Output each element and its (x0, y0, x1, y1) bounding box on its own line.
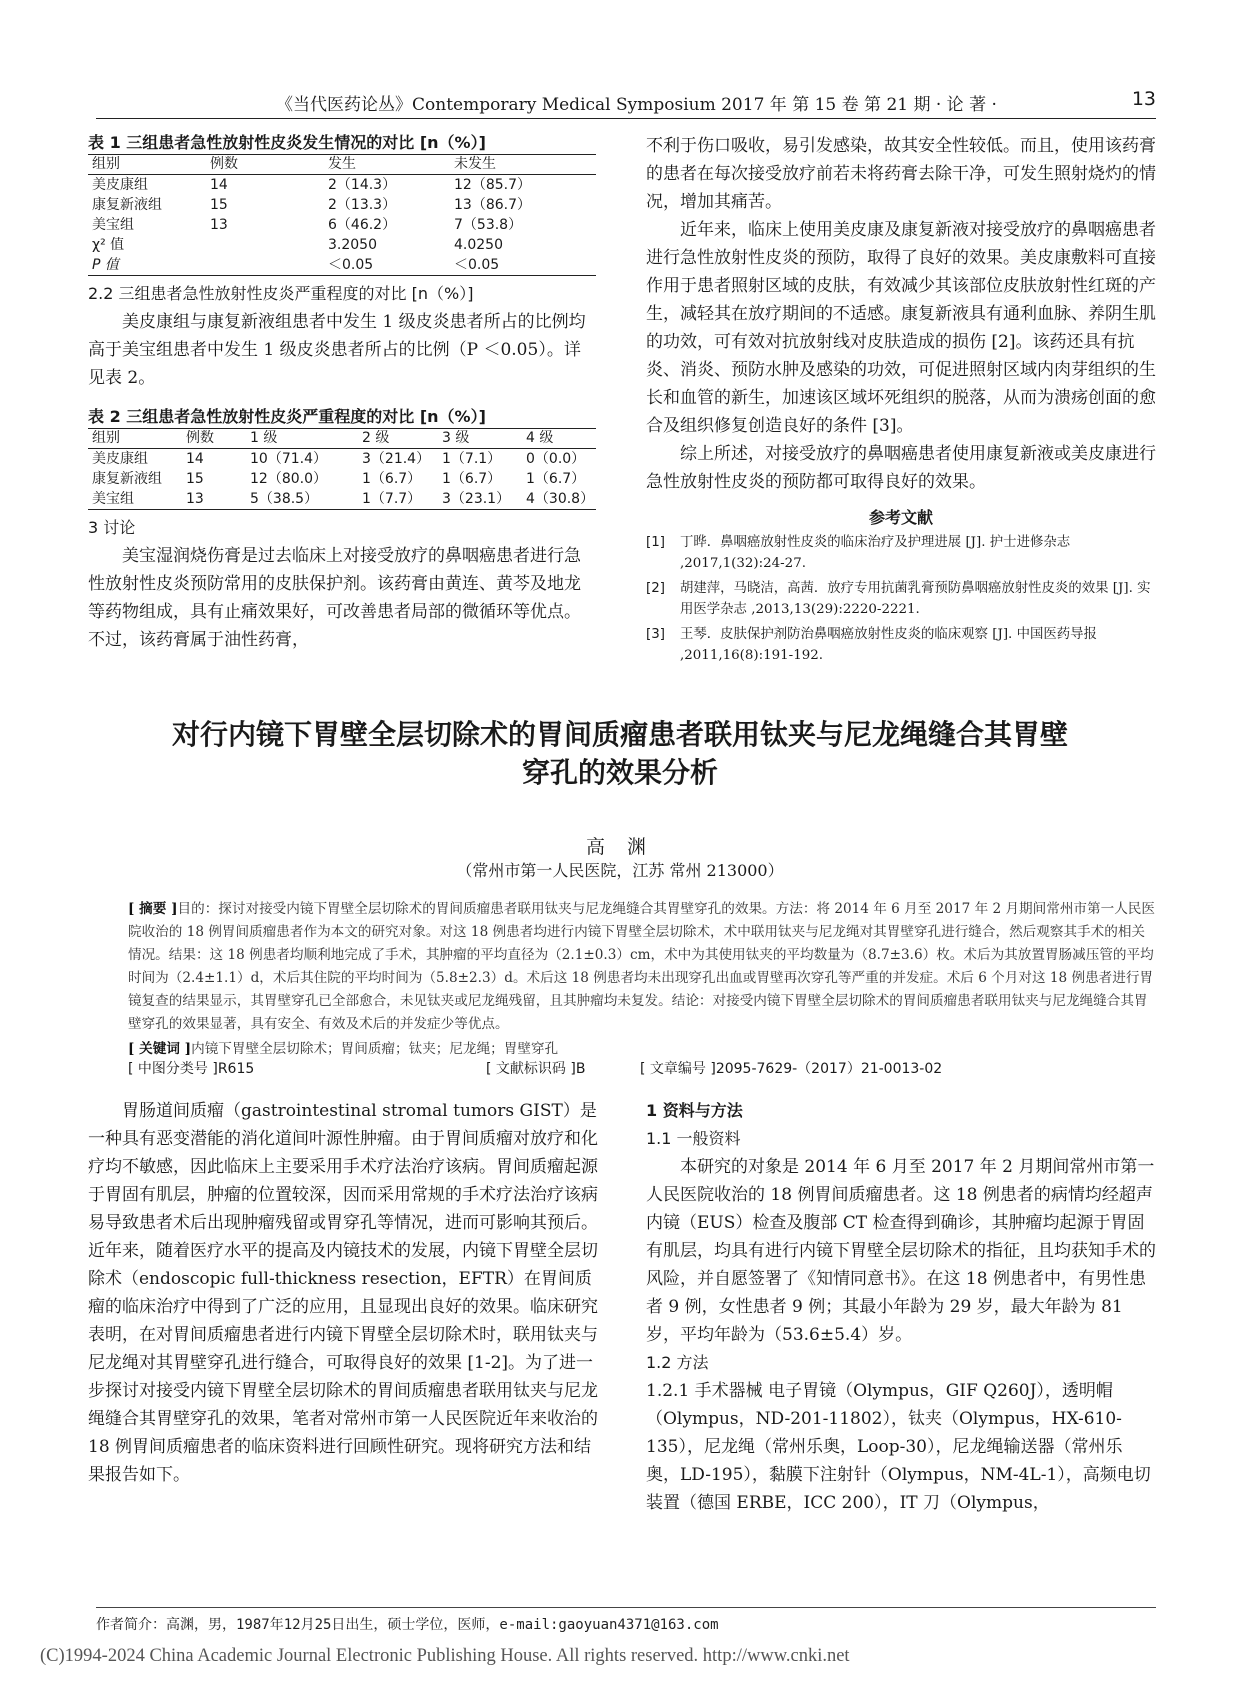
discussion-paragraph: 美宝湿润烧伤膏是过去临床上对接受放疗的鼻咽癌患者进行急性放射性皮炎预防常用的皮肤保护剂。该药膏由黄连、黄芩及地龙等药物组成，具有止痛效果好，可改善患者局部的微循环等优点。不过，该药膏属于油性药膏， (88, 546, 581, 650)
paragraph: 1.2.1 手术器械 电子胃镜（Olympus，GIF Q260J），透明帽（Olympus，ND-201-11802），钛夹（Olympus，HX-610-135），尼龙绳（常州乐奥，Loop-30），尼龙绳输送器（常州乐奥，LD-195），黏膜下注射针（Olympus，NM-4L-1），高频电切装置（德国 ERBE，ICC 200），IT 刀（Olympus， (646, 1381, 1151, 1513)
document-code: [ 文献标识码 ]B (486, 1061, 586, 1077)
table-cell: 12（85.7） (454, 177, 531, 193)
table-row (88, 255, 596, 276)
table-cell: 美皮康组 (92, 177, 148, 193)
table-cell: 1（6.7） (362, 471, 422, 487)
paragraph: 综上所述，对接受放疗的鼻咽癌患者使用康复新液或美皮康进行急性放射性皮炎的预防都可取得良好的效果。 (646, 444, 1156, 492)
reference-number: [2] (646, 581, 665, 596)
reference-text: 王琴．皮肤保护剂防治鼻咽癌放射性皮炎的临床观察 [J]. 中国医药导报 ,2011,16(8):191-192. (680, 627, 1097, 663)
table-cell: 3.2050 (328, 237, 377, 253)
keywords-text: 内镜下胃壁全层切除术；胃间质瘤；钛夹；尼龙绳；胃壁穿孔 (191, 1041, 559, 1057)
table-cell: 1（6.7） (442, 471, 502, 487)
table-cell: 4（30.8） (522, 489, 596, 510)
section-2-2-heading: 2.2 三组患者急性放射性皮炎严重程度的对比 [n（%）] (88, 284, 474, 303)
table-cell: χ² 值 (92, 237, 125, 253)
table-cell: P 值 (88, 255, 206, 276)
table-cell: 13（86.7） (454, 197, 531, 213)
list-item (646, 624, 1156, 666)
running-header (96, 88, 1156, 119)
reference-text: 胡建萍，马晓洁，高茜．放疗专用抗菌乳膏预防鼻咽癌放射性皮炎的效果 [J]. 实用医学杂志 ,2013,13(29):2220-2221. (680, 581, 1151, 617)
table-cell: 10（71.4） (250, 451, 327, 467)
abstract-text: 目的：探讨对接受内镜下胃壁全层切除术的胃间质瘤患者联用钛夹与尼龙绳缝合其胃壁穿孔的效果。方法：将 2014 年 6 月至 2017 年 2 月期间常州市第一人民医院收治的 18 例胃间质瘤患者作为本文的研究对象。对这 18 例患者均进行内镜下胃壁全层切除术，术中联用钛夹与尼龙绳对其胃壁穿孔进行缝合，然后观察其手术的相关情况。结果：这 18 例患者均顺利地完成了手术，其肿瘤的平均直径为（2.1±0.3）cm，术中为其使用钛夹的平均数量为（8.7±3.6）枚。术后为其放置胃肠减压管的平均时间为（2.4±1.1）d，术后其住院的平均时间为（5.8±2.3）d。术后这 18 例患者均未出现穿孔出血或胃壁再次穿孔等严重的并发症。术后 6 个月对这 18 例患者进行胃镜复查的结果显示，其胃壁穿孔已全部愈合，未见钛夹或尼龙绳残留，且其肿瘤均未复发。结论：对接受内镜下胃壁全层切除术的胃间质瘤患者联用钛夹与尼龙绳缝合其胃壁穿孔的效果显著，具有安全、有效及术后的并发症少等优点。 (128, 901, 1155, 1032)
table-cell: 5（38.5） (246, 489, 358, 510)
reference-list (646, 532, 1156, 666)
table-cell: 美皮康组 (92, 451, 148, 467)
table2-header: 4 级 (522, 429, 596, 449)
table-cell: 6（46.2） (328, 217, 397, 233)
table-row (88, 175, 596, 196)
classification-number: [ 中图分类号 ]R615 (128, 1061, 255, 1077)
table2-caption: 表 2 三组患者急性放射性皮炎严重程度的对比 [n（%）] (88, 407, 486, 426)
table2-header: 例数 (182, 429, 246, 449)
abstract (128, 898, 1158, 1061)
abstract-label: [ 摘要 ] (128, 901, 178, 917)
table-cell: 美宝组 (88, 489, 182, 510)
table-cell: 康复新液组 (92, 197, 162, 213)
article-number: [ 文章编号 ]2095-7629-（2017）21-0013-02 (640, 1061, 943, 1077)
author-footnote: 作者简介：高渊，男，1987年12月25日出生，硕士学位，医师，e-mail:gaoyuan4371@163.com (96, 1607, 1156, 1634)
body-left-column (88, 1097, 598, 1489)
table-cell: 1（7.1） (442, 451, 502, 467)
reference-text: 丁晔．鼻咽癌放射性皮炎的临床治疗及护理进展 [J]. 护士进修杂志 ,2017,1(32):24-27. (680, 535, 1071, 571)
table-cell: 康复新液组 (92, 471, 162, 487)
list-item (646, 578, 1156, 620)
table2-header: 组别 (88, 429, 182, 449)
table-cell (206, 235, 324, 255)
table2-header: 3 级 (438, 429, 522, 449)
title-line: 对行内镜下胃壁全层切除术的胃间质瘤患者联用钛夹与尼龙绳缝合其胃壁 (171, 718, 1068, 751)
table2-header: 2 级 (358, 429, 438, 449)
table-row (88, 235, 596, 255)
copyright-line: (C)1994-2024 China Academic Journal Electronic Publishing House. All rights reserved. http://www.cnki.net (40, 1646, 850, 1666)
references-heading: 参考文献 (868, 508, 933, 527)
table-cell: 4.0250 (454, 237, 503, 253)
table-cell: 2（14.3） (328, 177, 397, 193)
table-cell (206, 255, 324, 276)
table-row (88, 195, 596, 215)
title-line: 穿孔的效果分析 (521, 756, 718, 789)
table-cell: 14 (210, 177, 228, 193)
author-name: 高 渊 (585, 836, 655, 858)
paragraph: 不利于伤口吸收，易引发感染，故其安全性较低。而且，使用该药膏的患者在每次接受放疗前若未将药膏去除干净，可发生照射烧灼的情况，增加其痛苦。 (646, 136, 1156, 212)
table-row (88, 215, 596, 235)
table-cell: 0（0.0） (526, 451, 586, 467)
keywords-label: [ 关键词 ] (128, 1041, 192, 1057)
section-1-heading: 1 资料与方法 (646, 1101, 743, 1120)
table-cell: 1（7.7） (358, 489, 438, 510)
table-cell: 15 (210, 197, 228, 213)
paragraph: 本研究的对象是 2014 年 6 月至 2017 年 2 月期间常州市第一人民医院收治的 18 例胃间质瘤患者。这 18 例患者的病情均经超声内镜（EUS）检查及腹部 CT 检查得到确诊，其肿瘤均起源于胃固有肌层，均具有进行内镜下胃壁全层切除术的指征，且均获知手术的风险，并自愿签署了《知情同意书》。在这 18 例患者中，有男性患者 9 例，女性患者 9 例；其最小年龄为 29 岁，最大年龄为 81 岁，平均年龄为（53.6±5.4）岁。 (646, 1157, 1156, 1345)
table-cell: 13 (210, 217, 228, 233)
left-top-column (88, 132, 596, 654)
table2 (88, 428, 596, 510)
table-cell: 美宝组 (92, 217, 134, 233)
table1 (88, 154, 596, 276)
table-cell: 2（13.3） (328, 197, 397, 213)
table-cell: 12（80.0） (250, 471, 327, 487)
table-cell: 7（53.8） (454, 217, 523, 233)
reference-number: [1] (646, 535, 665, 550)
table1-header: 发生 (324, 155, 450, 175)
paragraph: 近年来，临床上使用美皮康及康复新液对接受放疗的鼻咽癌患者进行急性放射性皮炎的预防，取得了良好的效果。美皮康敷料可直接作用于患者照射区域的皮肤，有效减少其该部位皮肤放射性红斑的产生，减轻其在放疗期间的不适感。康复新液具有通利血脉、养阴生肌的功效，可有效对抗放射线对皮肤造成的损伤 [2]。该药还具有抗炎、消炎、预防水肿及感染的功效，可促进照射区域内肉芽组织的生长和血管的新生，加速该区域坏死组织的脱落，从而为溃疡创面的愈合及组织修复创造良好的条件 [3]。 (646, 220, 1156, 436)
discussion-heading: 3 讨论 (88, 518, 136, 537)
body-right-column (646, 1097, 1156, 1517)
table-row (88, 489, 596, 510)
table-cell: 13 (182, 489, 246, 510)
list-item (646, 532, 1156, 574)
table-cell: 3（23.1） (438, 489, 522, 510)
page-number: 13 (1131, 88, 1156, 110)
section-1-2-heading: 1.2 方法 (646, 1353, 709, 1372)
paragraph: 胃肠道间质瘤（gastrointestinal stromal tumors GIST）是一种具有恶变潜能的消化道间叶源性肿瘤。由于胃间质瘤对放疗和化疗均不敏感，因此临床上主要采用手术疗法治疗该病。胃间质瘤起源于胃固有肌层，肿瘤的位置较深，因而采用常规的手术疗法治疗该病易导致患者术后出现肿瘤残留或胃穿孔等情况，进而可影响其预后。近年来，随着医疗水平的提高及内镜技术的发展，内镜下胃壁全层切除术（endoscopic full-thickness resection，EFTR）在胃间质瘤的临床治疗中得到了广泛的应用，且显现出良好的效果。临床研究表明，在对胃间质瘤患者进行内镜下胃壁全层切除术时，联用钛夹与尼龙绳对其胃壁穿孔进行缝合，可取得良好的效果 [1-2]。为了进一步探讨对接受内镜下胃壁全层切除术的胃间质瘤患者联用钛夹与尼龙绳缝合其胃壁穿孔的效果，笔者对常州市第一人民医院近年来收治的 18 例胃间质瘤患者的临床资料进行回顾性研究。现将研究方法和结果报告如下。 (88, 1101, 598, 1485)
right-top-column (646, 132, 1156, 670)
article-title (70, 716, 1170, 792)
table1-caption: 表 1 三组患者急性放射性皮炎发生情况的对比 [n（%）] (88, 133, 486, 152)
table-cell: 15 (186, 471, 204, 487)
affiliation: （常州市第一人民医院，江苏 常州 213000） (456, 861, 784, 880)
table-cell: ＜0.05 (324, 255, 450, 276)
table-row (88, 449, 596, 470)
section-1-1-heading: 1.1 一般资料 (646, 1129, 741, 1148)
table-cell: 14 (186, 451, 204, 467)
section-2-2-paragraph: 美皮康组与康复新液组患者中发生 1 级皮炎患者所占的比例均高于美宝组患者中发生 1 级皮炎患者所占的比例（P ＜0.05）。详见表 2。 (88, 312, 586, 388)
table-cell: ＜0.05 (450, 255, 596, 276)
reference-number: [3] (646, 627, 665, 642)
table-cell: 3（21.4） (362, 451, 431, 467)
table1-header: 例数 (206, 155, 324, 175)
table1-header: 未发生 (450, 155, 596, 175)
table1-header: 组别 (88, 155, 206, 175)
table-row (88, 469, 596, 489)
table-cell: 1（6.7） (526, 471, 586, 487)
table2-header: 1 级 (246, 429, 358, 449)
journal-info: 《当代医药论丛》Contemporary Medical Symposium 2017 年 第 15 卷 第 21 期 · 论 著 · (276, 95, 997, 115)
